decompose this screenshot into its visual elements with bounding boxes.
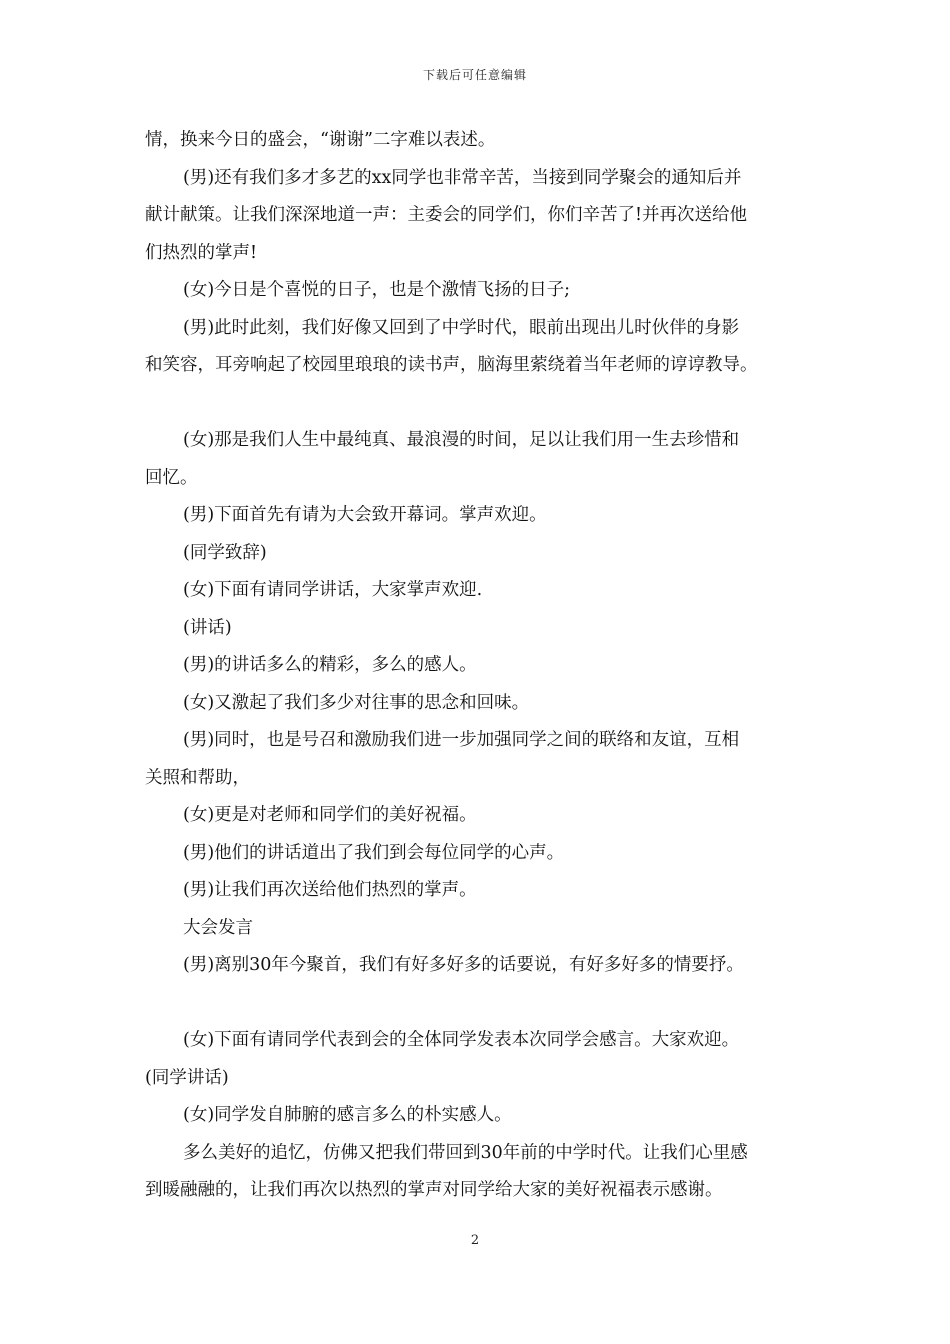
paragraph-line: 关照和帮助，	[145, 767, 250, 788]
paragraph-line: 到暖融融的，让我们再次以热烈的掌声对同学给大家的美好祝福表示感谢。	[145, 1180, 723, 1200]
paragraph-line: (男)的讲话多么的精彩，多么的感人。	[183, 655, 477, 675]
paragraph-line: (女)那是我们人生中最纯真、最浪漫的时间，足以让我们用一生去珍惜和	[183, 430, 740, 450]
document-body	[145, 122, 825, 1210]
paragraph-line: (同学致辞)	[183, 542, 267, 563]
paragraph-line: 献计献策。让我们深深地道一声：主委会的同学们，你们辛苦了!并再次送给他	[145, 205, 748, 225]
paragraph-line: (男)此时此刻，我们好像又回到了中学时代，眼前出现出儿时伙伴的身影	[183, 317, 740, 338]
paragraph-line: 大会发言	[183, 917, 253, 938]
paragraph-line: (讲话)	[183, 617, 232, 638]
paragraph-line: (男)让我们再次送给他们热烈的掌声。	[183, 880, 477, 900]
paragraph-line: (男)还有我们多才多艺的xx同学也非常辛苦，当接到同学聚会的通知后并	[183, 167, 742, 188]
paragraph-line: 多么美好的追忆，仿佛又把我们带回到30年前的中学时代。让我们心里感	[183, 1142, 748, 1163]
paragraph-line: 和笑容，耳旁响起了校园里琅琅的读书声，脑海里萦绕着当年老师的谆谆教导。	[145, 355, 758, 375]
paragraph-line: (男)离别30年今聚首，我们有好多好多的话要说，有好多好多的情要抒。	[183, 955, 744, 975]
paragraph-line: 回忆。	[145, 467, 198, 488]
paragraph-line: (男)同时，也是号召和激励我们进一步加强同学之间的联络和友谊，互相	[183, 730, 740, 750]
paragraph-line: (女)下面有请同学代表到会的全体同学发表本次同学会感言。大家欢迎。	[183, 1030, 740, 1050]
page-header: 下载后可任意编辑	[422, 68, 527, 82]
blank-line	[145, 985, 825, 1023]
paragraph-line: (同学讲话)	[145, 1067, 229, 1088]
paragraph-line: (女)又激起了我们多少对往事的思念和回味。	[183, 692, 530, 713]
paragraph-line: (男)他们的讲话道出了我们到会每位同学的心声。	[183, 842, 565, 863]
paragraph-line: (女)今日是个喜悦的日子，也是个激情飞扬的日子;	[183, 280, 571, 300]
paragraph-line: (男)下面首先有请为大会致开幕词。掌声欢迎。	[183, 505, 547, 525]
page-number: 2	[470, 1233, 480, 1248]
paragraph-line: 们热烈的掌声!	[145, 242, 258, 263]
paragraph-line: (女)更是对老师和同学们的美好祝福。	[183, 805, 477, 825]
blank-line	[145, 385, 825, 423]
paragraph-line: (女)同学发自肺腑的感言多么的朴实感人。	[183, 1105, 512, 1125]
paragraph-line: 情，换来今日的盛会，“谢谢”二字难以表述。	[145, 130, 496, 150]
paragraph-line: (女)下面有请同学讲话，大家掌声欢迎.	[183, 580, 483, 600]
